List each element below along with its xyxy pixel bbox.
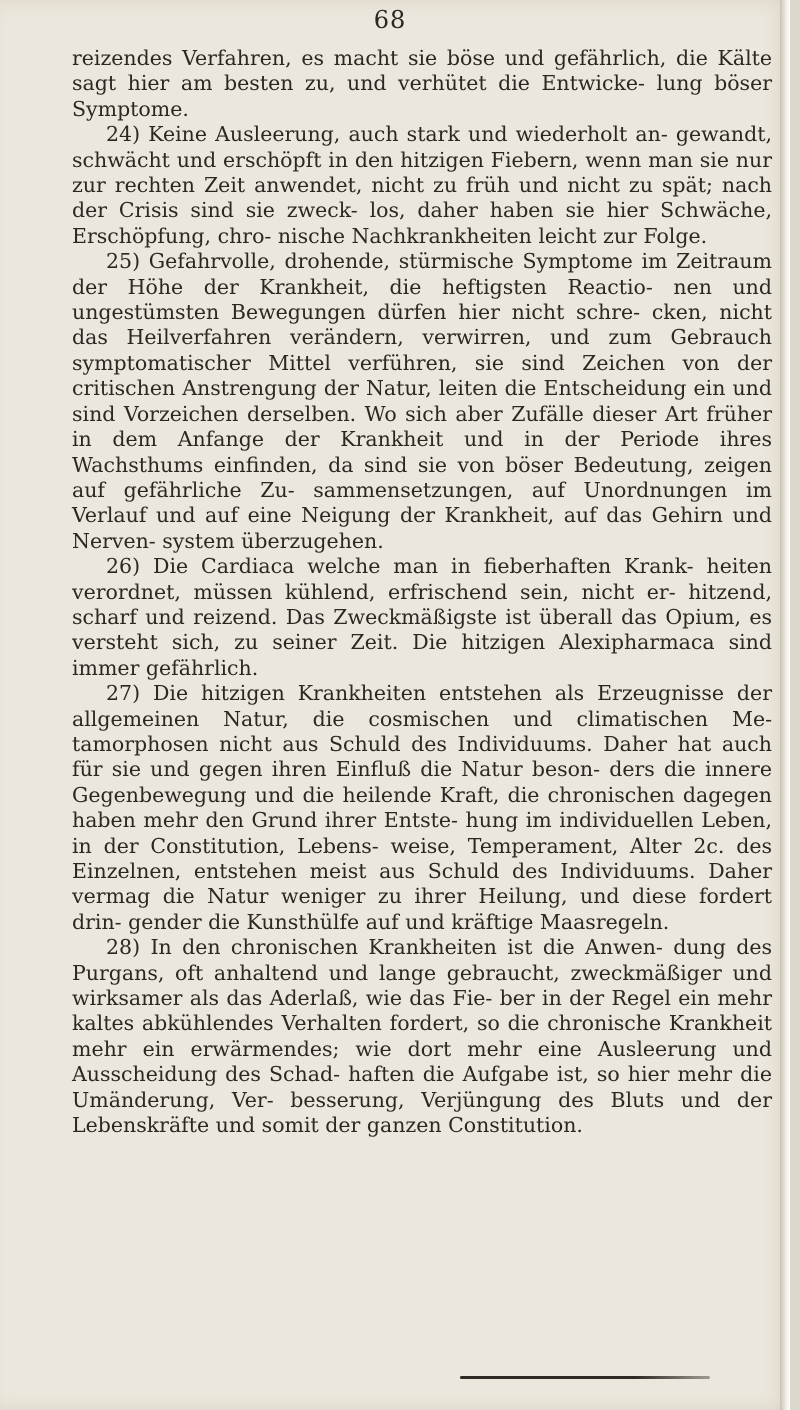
page-edge <box>780 0 790 1410</box>
paragraph-24: 24) Keine Ausleerung, auch stark und wiederholt an- gewandt, schwächt und erschöpft in den hitzigen Fiebern, wenn man sie nur zur rechten Zeit anwendet, nicht zu früh und nicht zu spät; nach der Crisis sind sie zweck- los, daher haben sie hier Schwäche, Erschöpfung, chro- nische Nachkrankheiten leicht zur Folge. <box>72 122 772 248</box>
paragraph-27: 27) Die hitzigen Krankheiten entstehen als Erzeugnisse der allgemeinen Natur, die cosmischen und climatischen Me- tamorphosen nicht aus Schuld des Individuums. Daher hat auch für sie und gegen ihren Einfluß die Natur beson- ders die innere Gegenbewegung und die heilende Kraft, die chronischen dagegen haben mehr den Grund ihrer Entste- hung im individuellen Leben, in der Constitution, Lebens- weise, Temperament, Alter 2c. des Einzelnen, entstehen meist aus Schuld des Individuums. Daher vermag die Natur weniger zu ihrer Heilung, und diese fordert drin- gender die Kunsthülfe auf und kräftige Maasregeln. <box>72 681 772 934</box>
paragraph-26: 26) Die Cardiaca welche man in fieberhaften Krank- heiten verordnet, müssen kühlend, erfrischend sein, nicht er- hitzend, scharf und reizend. Das Zweckmäßigste ist überall das Opium, es versteht sich, zu seiner Zeit. Die hitzigen Alexipharmaca sind immer gefährlich. <box>72 554 772 680</box>
body-text <box>72 46 772 1138</box>
paragraph-continuation: reizendes Verfahren, es macht sie böse und gefährlich, die Kälte sagt hier am besten zu, und verhütet die Entwicke- lung böser Symptome. <box>72 46 772 121</box>
page-number: 68 <box>373 6 407 34</box>
paragraph-25: 25) Gefahrvolle, drohende, stürmische Symptome im Zeitraum der Höhe der Krankheit, die heftigsten Reactio- nen und ungestümsten Bewegungen dürfen hier nicht schre- cken, nicht das Heilverfahren verändern, verwirren, und zum Gebrauch symptomatischer Mittel verführen, sie sind Zeichen von der critischen Anstrengung der Natur, leiten die Entscheidung ein und sind Vorzeichen derselben. Wo sich aber Zufälle dieser Art früher in dem Anfange der Krankheit und in der Periode ihres Wachsthums einfinden, da sind sie von böser Bedeutung, zeigen auf gefährliche Zu- sammensetzungen, auf Unordnungen im Verlauf und auf eine Neigung der Krankheit, auf das Gehirn und Nerven- system überzugehen. <box>72 249 772 553</box>
paragraph-28: 28) In den chronischen Krankheiten ist die Anwen- dung des Purgans, oft anhaltend und lange gebraucht, zweckmäßiger und wirksamer als das Aderlaß, wie das Fie- ber in der Regel ein mehr kaltes abkühlendes Verhalten fordert, so die chronische Krankheit mehr ein erwärmendes; wie dort mehr eine Ausleerung und Ausscheidung des Schad- haften die Aufgabe ist, so hier mehr die Umänderung, Ver- besserung, Verjüngung des Bluts und der Lebenskräfte und somit der ganzen Constitution. <box>72 935 772 1138</box>
closing-rule <box>460 1376 710 1379</box>
